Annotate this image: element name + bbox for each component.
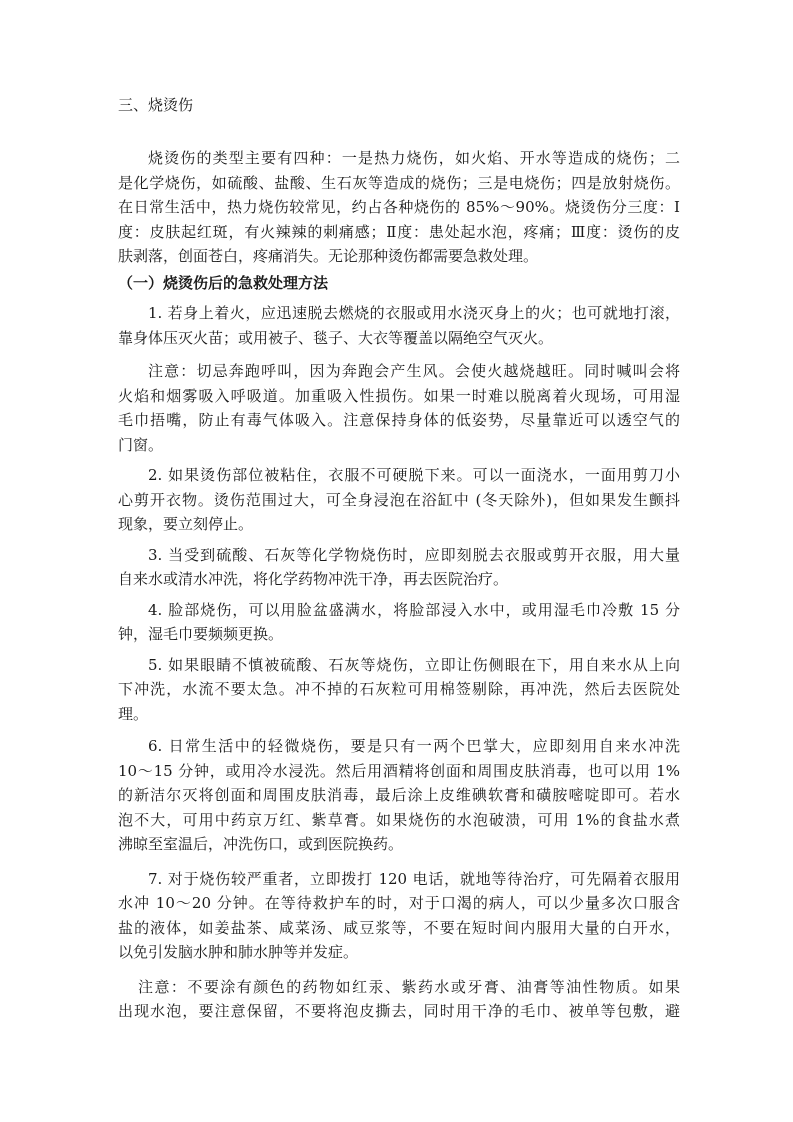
- text-line: 心剪开衣物。烫伤范围过大，可全身浸泡在浴缸中 (冬天除外)，但如果发生颤抖: [118, 490, 680, 509]
- subheading: （一）烧烫伤后的急救处理方法: [118, 273, 329, 292]
- text-line: 现象，要立刻停止。: [118, 515, 254, 533]
- paragraph-item-2: [118, 463, 680, 537]
- text-line: 度：皮肤起红斑，有火辣辣的刺痛感；Ⅱ度：患处起水泡，疼痛；Ⅲ度：烫伤的皮: [118, 222, 680, 241]
- paragraph-item-6: [118, 734, 680, 857]
- text-line: 泡不大，可用中药京万红、紫草膏。如果烧伤的水泡破溃，可用 1%的食盐水煮: [118, 810, 680, 829]
- text-line: 理。: [118, 704, 149, 723]
- text-line: 盐的液体，如姜盐茶、咸菜汤、咸豆浆等，不要在短时间内服用大量的白开水，: [118, 918, 680, 937]
- text-line: 下冲洗，水流不要太急。冲不掉的石灰粒可用棉签剔除，再冲洗，然后去医院处: [118, 680, 680, 698]
- paragraph-item-4: [118, 598, 680, 647]
- text-line: 钟，湿毛巾要频频更换。: [118, 625, 284, 643]
- text-line: 自来水或清水冲洗，将化学药物冲洗干净，再去医院治疗。: [118, 570, 509, 588]
- paragraph-item-3: [118, 543, 680, 592]
- document-page: [118, 93, 680, 1024]
- text-line: 出现水泡，要注意保留，不要将泡皮撕去，同时用干净的毛巾、被单等包敷，避: [118, 1002, 680, 1020]
- text-line: 烧烫伤的类型主要有四种：一是热力烧伤，如火焰、开水等造成的烧伤；二: [148, 149, 680, 167]
- text-line: 2. 如果烫伤部位被粘住，衣服不可硬脱下来。可以一面浇水，一面用剪刀小: [148, 466, 680, 484]
- text-line: 1. 若身上着火，应迅速脱去燃烧的衣服或用水浇灭身上的火；也可就地打滚，: [148, 304, 680, 322]
- section-title: 三、烧烫伤: [118, 96, 194, 114]
- text-line: 7. 对于烧伤较严重者，立即拨打 120 电话，就地等待治疗，可先隔着衣服用: [148, 869, 680, 888]
- paragraph-item-5: [118, 653, 680, 727]
- text-line: 沸晾至室温后，冲洗伤口，或到医院换药。: [118, 835, 404, 853]
- text-line: 注意：不要涂有颜色的药物如红汞、紫药水或牙膏、油膏等油性物质。如果: [138, 977, 680, 996]
- text-line: 在日常生活中，热力烧伤较常见，约占各种烧伤的 85%～90%。烧烫伤分三度：Ⅰ: [118, 198, 680, 216]
- text-line: 火焰和烟雾吸入呼吸道。加重吸入性损伤。如果一时难以脱离着火现场，可用湿: [118, 386, 680, 405]
- paragraph-item-7: [118, 867, 680, 965]
- text-line: 水冲 10～20 分钟。在等待救护车的时，对于口渴的病人，可以少量多次口服含: [118, 894, 680, 912]
- text-line: 3. 当受到硫酸、石灰等化学物烧伤时，应即刻脱去衣服或剪开衣服，用大量: [148, 545, 680, 564]
- paragraph-item-1: [118, 301, 680, 350]
- text-line: 注意：切忌奔跑呼叫，因为奔跑会产生风。会使火越烧越旺。同时喊叫会将: [148, 362, 680, 380]
- intro-paragraph: [118, 146, 680, 269]
- text-line: 以免引发脑水肿和肺水肿等并发症。: [118, 943, 359, 961]
- paragraph-note-1: [118, 359, 680, 457]
- text-line: 5. 如果眼睛不慎被硫酸、石灰等烧伤，立即让伤侧眼在下，用自来水从上向: [148, 655, 680, 674]
- text-line: 10～15 分钟，或用冷水浸洗。然后用酒精将创面和周围皮肤消毒，也可以用 1%: [118, 761, 680, 780]
- text-line: 门窗。: [118, 435, 164, 454]
- text-line: 是化学烧伤，如硫酸、盐酸、生石灰等造成的烧伤；三是电烧伤；四是放射烧伤。: [118, 173, 680, 192]
- text-line: 靠身体压灭火苗；或用被子、毯子、大衣等覆盖以隔绝空气灭火。: [118, 328, 554, 347]
- text-line: 肤剥落，创面苍白，疼痛消失。无论那种烫伤都需要急救处理。: [118, 247, 539, 265]
- text-line: 的新洁尔灭将创面和周围皮肤消毒，最后涂上皮维碘软膏和磺胺嘧啶即可。若水: [118, 786, 680, 804]
- text-line: 6. 日常生活中的轻微烧伤，要是只有一两个巴掌大，应即刻用自来水冲洗: [148, 737, 680, 755]
- text-line: 毛巾捂嘴，防止有毒气体吸入。注意保持身体的低姿势，尽量靠近可以透空气的: [118, 411, 680, 429]
- text-line: 4. 脸部烧伤，可以用脸盆盛满水，将脸部浸入水中，或用湿毛巾冷敷 15 分: [148, 600, 680, 619]
- paragraph-note-2: [118, 975, 680, 1024]
